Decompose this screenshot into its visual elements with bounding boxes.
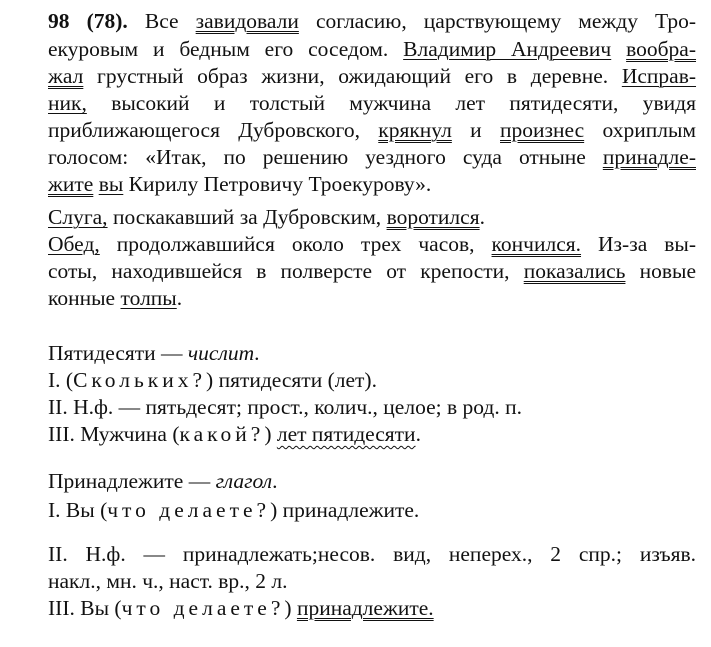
analysis1-question: Скольких? bbox=[73, 368, 207, 392]
predicate-proiznes: произнес bbox=[500, 118, 585, 142]
analysis2-line-1: I. Вы (что делаете?) принадлежите. bbox=[48, 498, 420, 522]
predicate-konchilsya: кончился. bbox=[491, 232, 582, 256]
predicate-voobrazhal-part2: жал bbox=[48, 64, 84, 88]
subject-obed: Обед, bbox=[48, 232, 100, 256]
analysis1-role-question: какой? bbox=[179, 422, 265, 446]
analysis1-line-2: II. Н.ф. — пятьдесят; прост., колич., целое; в род. п. bbox=[48, 395, 522, 419]
subject-ispravnik-part2: ник, bbox=[48, 91, 87, 115]
exercise-line-10: соты, находившейся в полверсте от крепости, показались новые bbox=[48, 259, 697, 283]
exercise-line-1: 98 (78). Все завидовали согласию, царствующему между Тро- bbox=[48, 9, 697, 33]
analysis1-attribute: лет пятидесяти bbox=[276, 422, 416, 446]
exercise-line-11: конные толпы. bbox=[48, 286, 183, 310]
analysis1-line-3: III. Мужчина (какой?) лет пятидесяти. bbox=[48, 422, 421, 446]
exercise-line-9: Обед, продолжавшийся около трех часов, кончился. Из-за вы- bbox=[48, 232, 697, 256]
subject-ispravnik-part1: Исправ- bbox=[621, 64, 697, 88]
analysis2-role-question: что делаете? bbox=[121, 596, 285, 620]
analysis2-question: что делаете? bbox=[107, 498, 271, 522]
analysis2-part-of-speech: глагол bbox=[215, 469, 273, 493]
predicate-vorotilsya: воротился bbox=[386, 205, 480, 229]
predicate-kryaknul: крякнул bbox=[378, 118, 452, 142]
subject-sluga: Слуга, bbox=[48, 205, 108, 229]
exercise-line-7: жите вы Кирилу Петровичу Троекурову». bbox=[48, 172, 432, 196]
subject-vy: вы bbox=[98, 172, 124, 196]
analysis1-part-of-speech: числит bbox=[187, 341, 255, 365]
exercise-line-4: ник, высокий и толстый мужчина лет пятидесяти, увидя bbox=[48, 91, 697, 115]
analysis2-line-3: накл., мн. ч., наст. вр., 2 л. bbox=[48, 569, 288, 593]
exercise-line-5: приближающегося Дубровского, крякнул и произнес охриплым bbox=[48, 118, 696, 142]
analysis1-heading: Пятидесяти — числит. bbox=[48, 341, 260, 365]
analysis1-line-1: I. (Скольких?) пятидесяти (лет). bbox=[48, 368, 377, 392]
predicate-pokazalis: показались bbox=[523, 259, 626, 283]
exercise-line-8: Слуга, поскакавший за Дубровским, воротился. bbox=[48, 205, 485, 229]
exercise-line-3: жал грустный образ жизни, ожидающий его в деревне. Исправ- bbox=[48, 64, 697, 88]
predicate-voobrazhal-part1: вообра- bbox=[626, 37, 697, 61]
predicate-prinadlezhite-part1: принадле- bbox=[602, 145, 696, 169]
exercise-line-6: голосом: «Итак, по решению уездного суда отныне принадле- bbox=[48, 145, 696, 169]
analysis2-line-2: II. Н.ф. — принадлежать;несов. вид, неперех., 2 спр.; изъяв. bbox=[48, 542, 696, 566]
exercise-number: 98 (78). bbox=[48, 9, 128, 33]
analysis2-predicate: принадлежите. bbox=[296, 596, 434, 620]
exercise-line-2: екуровым и бедным его соседом. Владимир Андреевич вообра- bbox=[48, 37, 697, 61]
subject-tolpy: толпы bbox=[120, 286, 177, 310]
analysis2-heading: Принадлежите — глагол. bbox=[48, 469, 278, 493]
predicate-prinadlezhite-part2: жите bbox=[48, 172, 94, 196]
subject-vladimir: Владимир Андреевич bbox=[403, 37, 612, 61]
predicate-zavidovali: завидовали bbox=[195, 9, 299, 33]
analysis2-line-4: III. Вы (что делаете?) принадлежите. bbox=[48, 596, 434, 620]
